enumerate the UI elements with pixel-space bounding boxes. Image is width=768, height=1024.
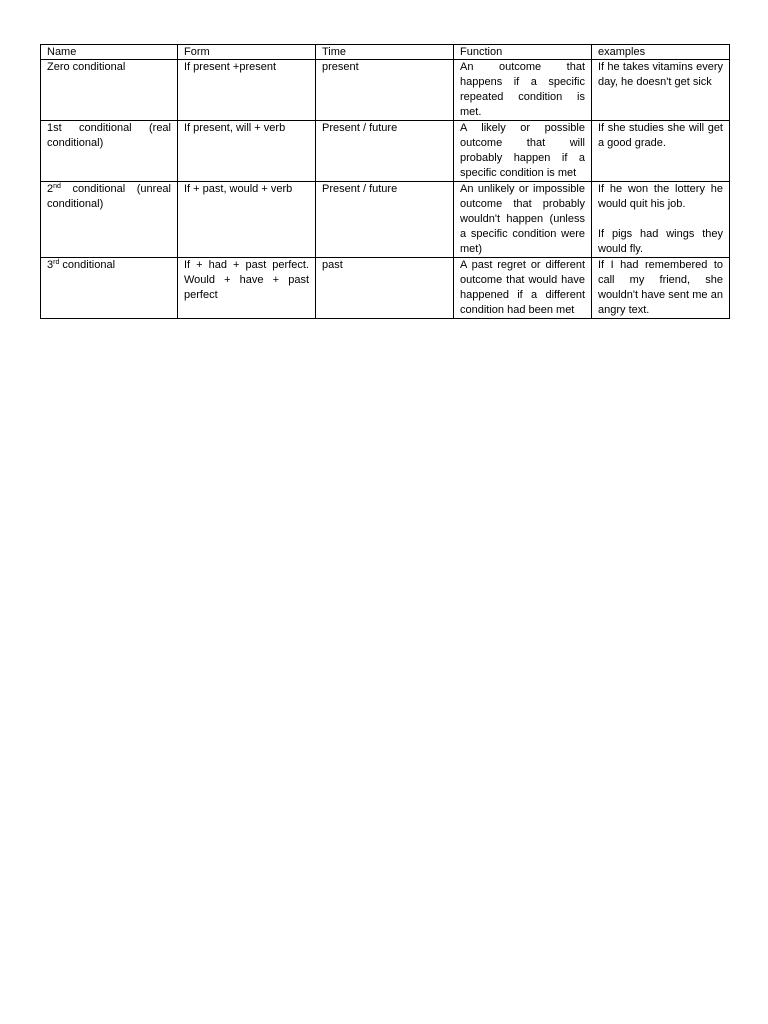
ordinal-suffix: nd	[53, 183, 61, 190]
cell-form: If + past, would + verb	[178, 182, 316, 258]
cell-function: An unlikely or impossible outcome that probably wouldn't happen (unless a specific condition were met)	[454, 182, 592, 258]
cell-form: If present, will + verb	[178, 121, 316, 182]
cell-function: A past regret or different outcome that would have happened if a different condition had been met	[454, 258, 592, 319]
example-sentence: If I had remembered to call my friend, she wouldn't have sent me an angry text.	[598, 259, 723, 316]
ordinal-suffix: rd	[53, 259, 60, 266]
header-name: Name	[41, 45, 178, 60]
cell-name	[41, 258, 178, 319]
cell-function: An outcome that happens if a specific repeated condition is met.	[454, 60, 592, 121]
table-header-row	[41, 45, 730, 60]
example-sentence: If he takes vitamins every day, he doesn't get sick	[598, 61, 723, 88]
cell-name	[41, 182, 178, 258]
name-text: conditional (unreal conditional)	[47, 183, 171, 210]
cell-examples	[592, 121, 730, 182]
header-examples: examples	[592, 45, 730, 60]
example-sentence: If he won the lottery he would quit his job.	[598, 183, 723, 210]
cell-time: past	[316, 258, 454, 319]
cell-time: Present / future	[316, 182, 454, 258]
cell-examples	[592, 182, 730, 258]
cell-form: If present +present	[178, 60, 316, 121]
ordinal-number: 2	[47, 183, 54, 195]
ordinal-number: 3	[47, 259, 54, 271]
table-row	[41, 121, 730, 182]
table-row	[41, 60, 730, 121]
cell-name: 1st conditional (real conditional)	[41, 121, 178, 182]
cell-time: Present / future	[316, 121, 454, 182]
table-row	[41, 182, 730, 258]
conditionals-table	[40, 44, 730, 319]
table-row	[41, 258, 730, 319]
cell-function: A likely or possible outcome that will probably happen if a specific condition is met	[454, 121, 592, 182]
cell-examples	[592, 258, 730, 319]
cell-name: Zero conditional	[41, 60, 178, 121]
cell-examples	[592, 60, 730, 121]
paragraph-gap	[598, 212, 723, 227]
header-time: Time	[316, 45, 454, 60]
header-function: Function	[454, 45, 592, 60]
document-page	[40, 44, 729, 319]
header-form: Form	[178, 45, 316, 60]
example-sentence: If she studies she will get a good grade.	[598, 122, 723, 149]
cell-time: present	[316, 60, 454, 121]
cell-form: If + had + past perfect. Would + have + past perfect	[178, 258, 316, 319]
example-sentence: If pigs had wings they would fly.	[598, 228, 723, 255]
name-text: conditional	[59, 259, 116, 271]
